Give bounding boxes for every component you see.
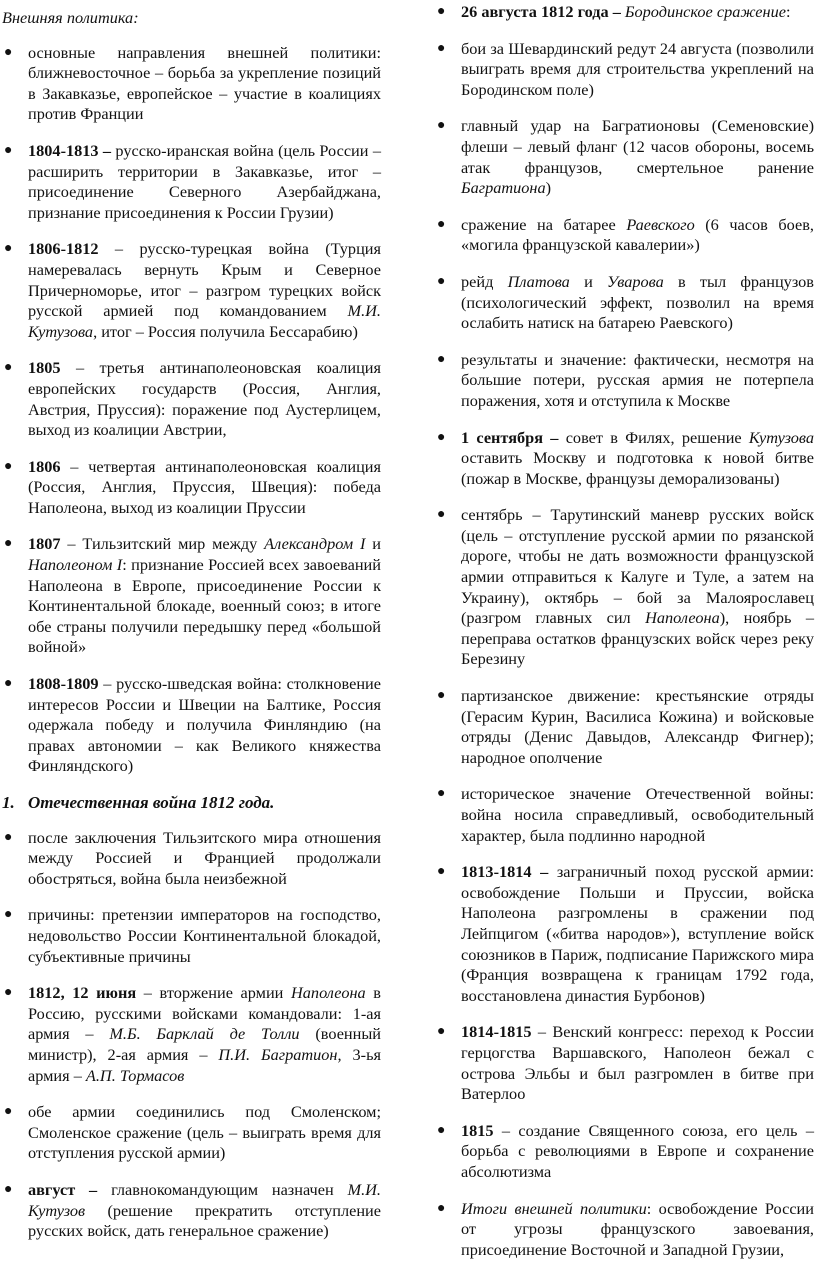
item-italic-text: А.П. Тормасов — [85, 1065, 185, 1085]
item-text: партизанское движение: крестьянские отряды (Герасим Курин, Василиса Кожина) и войсковые отряды (Денис Давыдов, Александр Фигнер); народное ополчение — [461, 686, 814, 767]
item-text: – третья антинаполеоновская коалиция европейских государств (Россия, Англия, Австрия, Пруссия): поражение под Аустерлицем, выход из коалиции Австрии, — [28, 358, 381, 440]
item-bold-text: август – — [28, 1179, 98, 1199]
bullet-icon: ● — [4, 458, 13, 474]
bullet-icon: ● — [4, 985, 13, 1001]
item-italic-text: Наполеона — [291, 983, 366, 1003]
item-bold-text: 1807 — [28, 534, 61, 554]
list-item — [2, 534, 381, 658]
item-text: оставить Москву и подготовка к новой битве (пожар в Москве, французы деморализованы) — [461, 448, 814, 488]
item-italic-text: Багратиона — [461, 178, 546, 198]
list-item — [2, 358, 381, 440]
item-text: бои за Шевардинский редут 24 августа (позволили выиграть время для строительства укреплений на Бородинском поле) — [461, 38, 814, 99]
bullet-icon: ● — [437, 688, 446, 704]
list-item — [435, 428, 814, 490]
list-item — [435, 505, 814, 670]
item-italic-text: Наполеона — [645, 608, 720, 628]
item-text: – Тильзитский мир между — [60, 534, 265, 554]
bullet-icon: ● — [437, 40, 446, 56]
item-text: сентябрь – Тарутинский маневр русских войск (цель – отступление русской армии по рязанской дороге, чтобы не дать возможности французской армии отправиться к Калуге и Туле, а затем на Украину), октябрь – бой за Малоярославец (разгром главных сил — [461, 505, 814, 628]
item-text: совет в Филях, решение — [558, 427, 749, 447]
item-text: – четвертая антинаполеоновская коалиция (Россия, Англия, Пруссия, Швеция): победа Наполеона, выход из коалиции Пруссии — [28, 456, 381, 517]
item-bold-text: 1813-1814 – — [461, 862, 549, 882]
item-text: рейд — [461, 271, 508, 291]
item-text: результаты и значение: фактически, несмотря на большие потери, русская армия не потерпела поражения, хотя и отступила к Москве — [461, 349, 814, 410]
list-item — [435, 39, 814, 101]
item-italic-text: М.И. Кутузова — [28, 301, 381, 341]
item-italic-text: П.И. Багратион, — [218, 1044, 342, 1064]
item-bold-text: 1804-1813 – — [28, 140, 112, 160]
item-bold-text: 1815 — [461, 1120, 494, 1140]
item-text: главный удар на Багратионовы (Семеновские) флеши – левый фланг (12 часов обороны, восемь атак французов, смертельное ранение — [461, 116, 814, 177]
item-text: сражение на батарее — [461, 214, 627, 234]
item-italic-text: Итоги внешней политики — [461, 1198, 647, 1218]
item-text: после заключения Тильзитского мира отношения между Россией и Францией продолжали обостряться, война была неизбежной — [28, 827, 381, 888]
list-item — [435, 862, 814, 1006]
list-item — [2, 239, 381, 342]
bullet-icon: ● — [4, 907, 13, 923]
item-text: главнокомандующим назначен — [97, 1179, 348, 1199]
list-item — [435, 116, 814, 198]
item-italic-text: Уварова — [607, 271, 664, 291]
list-item — [435, 350, 814, 412]
item-text: (военный министр), 2-ая армия – — [28, 1024, 381, 1064]
item-text: 3-ья армия – — [28, 1044, 382, 1085]
bullet-icon: ● — [437, 1122, 446, 1138]
list-item — [435, 1121, 814, 1183]
item-bold-text: 1 сентября – — [461, 427, 559, 447]
item-italic-text: Наполеоном I — [28, 555, 123, 575]
bullet-icon: ● — [4, 829, 13, 845]
item-bold-text: 1806 — [28, 456, 61, 476]
list-item — [435, 2, 814, 23]
bullet-icon: ● — [437, 351, 446, 367]
foreign-policy-list — [2, 43, 381, 777]
item-bold-text: 1806-1812 — [28, 239, 99, 259]
item-text: ), ноябрь – переправа остатков французских войск через реку Березину — [461, 608, 814, 669]
bullet-icon: ● — [437, 864, 446, 880]
item-text: заграничный поход русской армии: освобождение Польши и Пруссии, войска Наполеона разгромлены в сражении под Лейпцигом («битва народов»), вступление войск союзников в Париж, подписание Парижского мира (Франция возвращена к границам 1792 года, восстановлена династия Бурбонов) — [461, 862, 814, 1005]
item-bold-text: 26 августа 1812 года – — [461, 2, 621, 21]
bullet-icon: ● — [4, 241, 13, 257]
list-item — [435, 272, 814, 334]
bullet-icon: ● — [437, 118, 446, 134]
list-item — [2, 905, 381, 967]
section-number: 1. — [2, 793, 15, 812]
bullet-icon: ● — [437, 273, 446, 289]
list-item — [2, 674, 381, 777]
list-item — [435, 1022, 814, 1104]
item-text: , итог – Россия получила Бессарабию) — [93, 321, 358, 341]
item-text: : освобождение России от угрозы французского завоевания, присоединение Восточной и Западной Грузии, — [461, 1198, 814, 1259]
bullet-icon: ● — [437, 786, 446, 802]
item-text: причины: претензии императоров на господство, недовольство России Континентальной блокадой, субъективные причины — [28, 905, 381, 966]
list-item — [2, 1180, 381, 1242]
war-1812-list — [2, 828, 381, 1242]
list-item — [2, 457, 381, 519]
foreign-policy-heading: Внешняя политика: — [2, 8, 139, 27]
item-italic-text: Александром I — [264, 534, 366, 554]
item-bold-text: 1812, 12 июня — [28, 983, 137, 1003]
section-title: Отечественная война 1812 года. — [28, 793, 275, 812]
item-text: – русско-шведская война: столкновение интересов России и Швеции на Балтике, Россия одержала победу и получила Финляндию (на правах автономии – как Великого княжества Финляндского) — [28, 674, 381, 776]
item-bold-text: 1808-1809 — [28, 674, 99, 694]
item-text: историческое значение Отечественной войны: война носила справедливый, освободительный характер, была подлинно народной — [461, 784, 814, 845]
bullet-icon: ● — [437, 507, 446, 523]
section-heading — [2, 793, 381, 814]
item-text: : — [785, 2, 791, 21]
bullet-icon: ● — [4, 142, 13, 158]
item-text: – Венский конгресс: переход к России герцогства Варшавского, Наполеон бежал с острова Эльбы и был разгромлен в битве при Ватерлоо — [461, 1022, 814, 1104]
list-item — [2, 1102, 381, 1164]
item-text: (6 часов боев, «могила французской кавалерии») — [461, 214, 814, 255]
item-text: – создание Священного союза, его цель – борьба с революциями в Европе и сохранение абсолютизма — [461, 1120, 814, 1181]
right-column — [435, 2, 814, 1276]
item-text: : признание Россией всех завоеваний Наполеона в Европе, присоединение России к Континентальной блокаде, военный союз; в итоге обе страны получили передышку перед «большой войной» — [28, 555, 381, 657]
item-italic-text: Раевского — [626, 214, 695, 234]
bullet-icon: ● — [4, 360, 13, 376]
list-item — [435, 784, 814, 846]
list-item — [2, 43, 381, 125]
item-bold-text: 1805 — [28, 358, 61, 378]
item-text: и — [365, 534, 381, 554]
item-italic-text: М.Б. Барклай де Толли — [109, 1024, 300, 1044]
item-text: (решение прекратить отступление русских войск, дать генеральное сражение) — [28, 1200, 381, 1241]
item-italic-text: Бородинское сражение — [624, 2, 786, 21]
item-text: – вторжение армии — [136, 983, 292, 1003]
list-item — [435, 215, 814, 256]
bullet-icon: ● — [4, 1181, 13, 1197]
bullet-icon: ● — [4, 536, 13, 552]
item-text: в тыл французов (психологический эффект, позволил на время ослабить натиск на батарею Раевского) — [461, 271, 814, 333]
item-bold-text: 1814-1815 — [461, 1022, 532, 1042]
list-item — [435, 686, 814, 768]
item-italic-text: М.И. Кутузов — [28, 1179, 381, 1220]
item-text: русско-иранская война (цель России – расширить территории в Закавказье, итог – присоединение Северного Азербайджана, признание присоединения к России Грузии) — [28, 140, 381, 222]
item-text: основные направления внешней политики: ближневосточное – борьба за укрепление позиций в Закавказье, европейское – участие в коалициях против Франции — [28, 42, 381, 124]
bullet-icon: ● — [437, 1024, 446, 1040]
bullet-icon: ● — [437, 429, 446, 445]
bullet-icon: ● — [4, 1104, 13, 1120]
bullet-icon: ● — [437, 4, 446, 19]
list-item — [2, 141, 381, 223]
bullet-icon: ● — [4, 676, 13, 692]
list-item — [2, 983, 381, 1086]
left-column — [2, 2, 381, 1258]
item-text: ) — [545, 178, 552, 198]
war-1812-continued-list — [435, 2, 814, 1260]
item-text: и — [569, 271, 608, 291]
item-text: в Россию, русскими войсками командовали: 1-ая армия – — [28, 983, 381, 1044]
list-item — [2, 828, 381, 890]
item-italic-text: Кутузова — [748, 427, 814, 447]
item-text: обе армии соединились под Смоленском; Смоленское сражение (цель – выиграть время для отступления русской армии) — [28, 1102, 381, 1163]
bullet-icon: ● — [437, 216, 446, 232]
bullet-icon: ● — [437, 1200, 446, 1216]
item-italic-text: Платова — [507, 271, 570, 291]
bullet-icon: ● — [4, 44, 13, 60]
item-text: – русско-турецкая война (Турция намеревалась вернуть Крым и Северное Причерноморье, итог – разгром турецких войск русской армией под командованием — [28, 239, 381, 321]
